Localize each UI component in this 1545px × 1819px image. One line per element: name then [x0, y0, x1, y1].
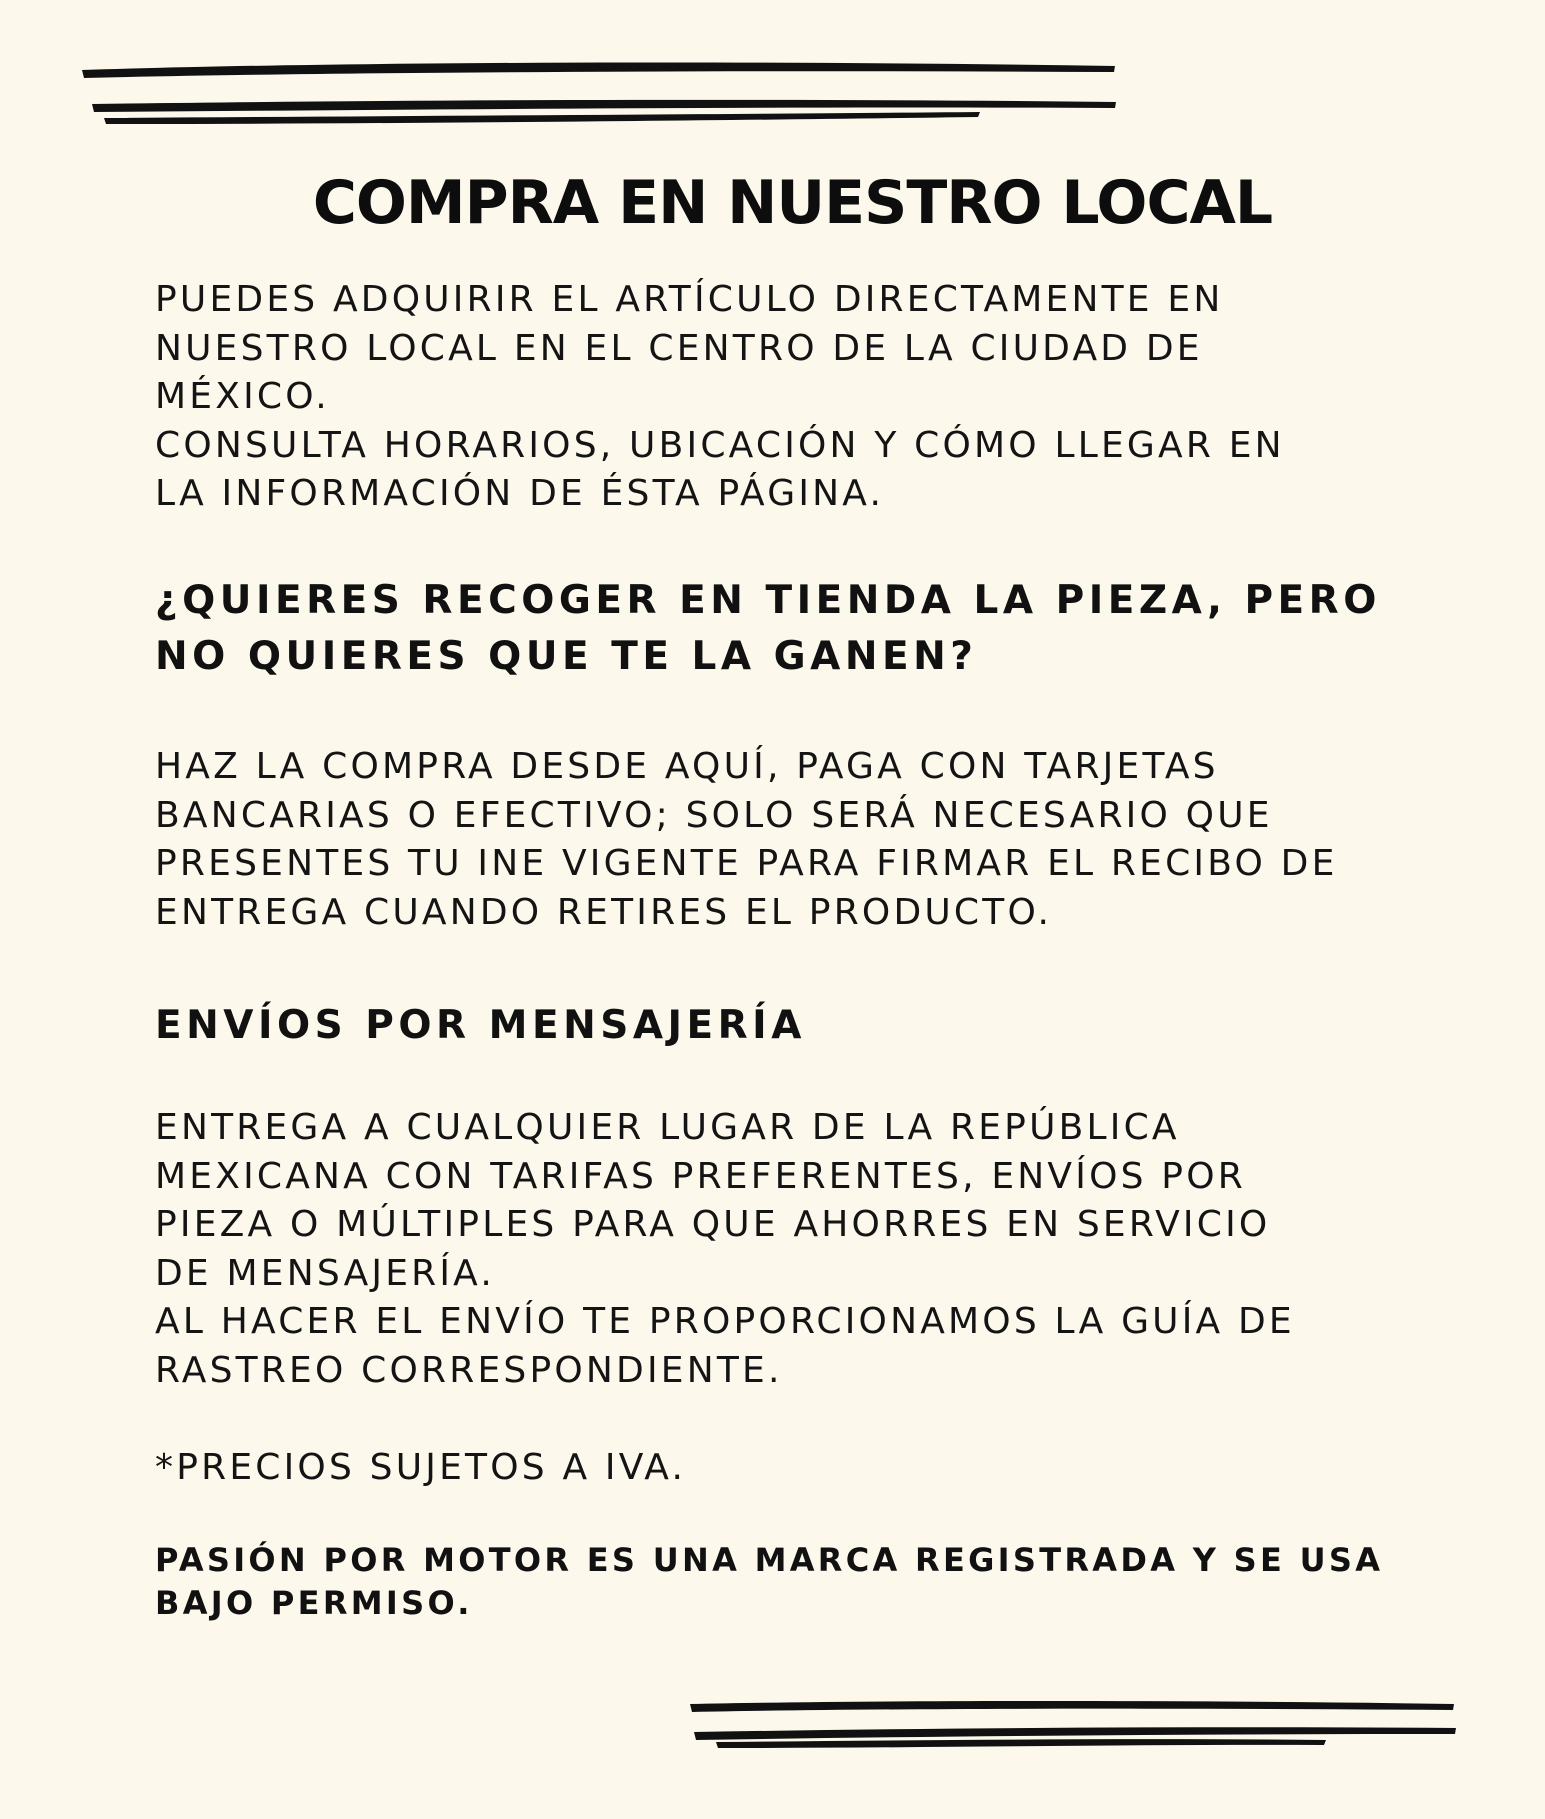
heading-line: NO QUIERES QUE TE LA GANEN?	[155, 634, 978, 679]
text-line: PUEDES ADQUIRIR EL ARTÍCULO DIRECTAMENTE EN	[155, 279, 1224, 320]
text-line: PASIÓN POR MOTOR ES UNA MARCA REGISTRADA Y SE USA	[155, 1541, 1384, 1579]
heading-line: ENVÍOS POR MENSAJERÍA	[155, 1003, 806, 1048]
shipping-heading	[155, 998, 1455, 1054]
shipping-info-text	[155, 1104, 1455, 1395]
text-line: *PRECIOS SUJETOS A IVA.	[155, 1447, 687, 1488]
text-line: ENTREGA CUANDO RETIRES EL PRODUCTO.	[155, 891, 1053, 933]
store-info-text	[155, 276, 1455, 519]
text-line: NUESTRO LOCAL EN EL CENTRO DE LA CIUDAD DE	[155, 327, 1203, 369]
pickup-heading	[155, 573, 1455, 685]
heading-line: ¿QUIERES RECOGER EN TIENDA LA PIEZA, PERO	[155, 578, 1381, 623]
text-line: PIEZA O MÚLTIPLES PARA QUE AHORRES EN SERVICIO	[155, 1204, 1271, 1245]
text-line: DE MENSAJERÍA.	[155, 1252, 496, 1294]
text-line: RASTREO CORRESPONDIENTE.	[155, 1349, 783, 1391]
pickup-info-text	[155, 743, 1455, 937]
text-line: PRESENTES TU INE VIGENTE PARA FIRMAR EL RECIBO DE	[155, 843, 1338, 884]
text-line: MEXICANA CON TARIFAS PREFERENTES, ENVÍOS POR	[155, 1155, 1246, 1197]
price-note	[155, 1444, 1455, 1493]
trademark-note	[155, 1539, 1455, 1625]
page-title: COMPRA EN NUESTRO LOCAL	[312, 168, 1273, 238]
top-brush-strokes-icon	[80, 56, 1120, 130]
text-line: LA INFORMACIÓN DE ÉSTA PÁGINA.	[155, 473, 885, 514]
text-line: HAZ LA COMPRA DESDE AQUÍ, PAGA CON TARJETAS	[155, 746, 1219, 787]
text-line: ENTREGA A CUALQUIER LUGAR DE LA REPÚBLICA	[155, 1107, 1180, 1148]
text-line: BANCARIAS O EFECTIVO; SOLO SERÁ NECESARIO QUE	[155, 794, 1273, 836]
text-line: AL HACER EL ENVÍO TE PROPORCIONAMOS LA GUÍA DE	[155, 1301, 1295, 1342]
text-line: CONSULTA HORARIOS, UBICACIÓN Y CÓMO LLEGAR EN	[155, 424, 1285, 466]
bottom-brush-strokes-icon	[686, 1696, 1460, 1752]
text-line: MÉXICO.	[155, 376, 330, 417]
text-line: BAJO PERMISO.	[155, 1584, 473, 1622]
